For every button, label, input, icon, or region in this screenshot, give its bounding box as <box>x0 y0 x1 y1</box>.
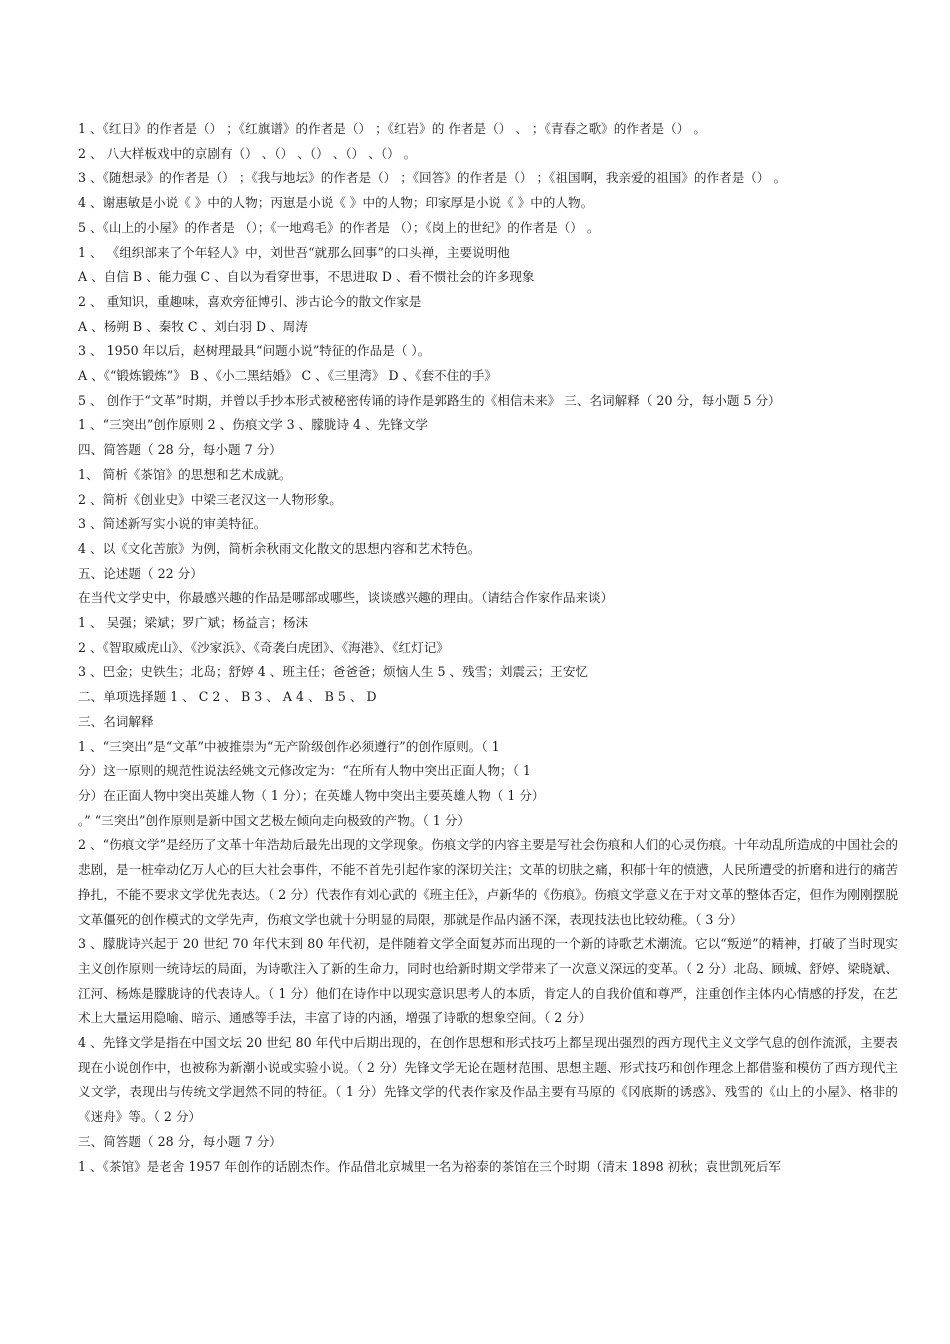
text-line: 1 、 《组织部来了个年轻人》中，刘世吾“就那么回事”的口头禅，主要说明他 <box>78 244 510 260</box>
text-line: 分）这一原则的规范性说法经姚文元修改定为：“在所有人物中突出正面人物；（ 1 <box>78 763 531 779</box>
text-line: 1 、 吴强；梁斌；罗广斌；杨益言；杨沫 <box>78 615 309 631</box>
text-line: 2 、 重知识，重趣味，喜欢旁征博引、涉古论今的散文作家是 <box>78 293 422 309</box>
text-line: 。” “三突出”创作原则是新中国文艺极左倾向走向极致的产物。（ 1 分） <box>78 812 470 828</box>
text-line: 在当代文学史中，你最感兴趣的作品是哪部或哪些，谈谈感兴趣的理由。（请结合作家作品来谈） <box>78 590 614 606</box>
text-line: 3 、简述新写实小说的审美特征。 <box>78 516 267 532</box>
document-body <box>78 117 898 1179</box>
text-line: 2 、 八大样板戏中的京剧有（） 、（） 、（） 、（） 、（） 。 <box>78 145 417 161</box>
text-line: 2 、简析《创业史》中梁三老汉这一人物形象。 <box>78 491 342 507</box>
text-line: 3 、《随想录》的作者是（） ；《我与地坛》的作者是（） ；《回答》的作者是（） ；《祖国啊，我亲爱的祖国》的作者是（） 。 <box>78 170 787 186</box>
text-line: 4 、谢惠敏是小说《 》中的人物；丙崽是小说《 》中的人物；印家厚是小说《 》中的人物。 <box>78 195 594 211</box>
paragraph: 2 、“伤痕文学”是经历了文革十年浩劫后最先出现的文学现象。伤痕文学的内容主要是写社会伤痕和人们的心灵伤痕。十年动乱所造成的中国社会的悲剧，是一桩牵动亿万人心的巨大社会事件，不能不首先引起作家的深切关注；文革的切肤之痛，积郁十年的愤懑，人民所遭受的折磨和进行的痛苦挣扎，不能不要求文学优先表达。（ 2 分）代表作有刘心武的《班主任》，卢新华的《伤痕》。伤痕文学意义在于对文革的整体否定，但作为刚刚摆脱文革僵死的创作模式的文学先声，伤痕文学也就十分明显的局限，那就是作品内涵不深，表现技法也比较幼稚。（ 3 分） <box>78 837 898 927</box>
text-line: 五、论述题（ 22 分） <box>78 565 203 581</box>
text-line: 四、简答题（ 28 分，每小题 7 分） <box>78 442 282 458</box>
text-line: 4 、以《文化苦旅》为例，简析余秋雨文化散文的思想内容和艺术特色。 <box>78 540 481 556</box>
text-line: 三、名词解释 <box>78 713 154 729</box>
text-line: 5 、《山上的小屋》的作者是 （）；《一地鸡毛》的作者是 （）；《岗上的世纪》的作者是（） 。 <box>78 219 600 235</box>
text-line: A 、《“锻炼锻炼”》 B 、《小二黑结婚》 C 、《三里湾》 D 、《套不住的手》 <box>78 368 498 384</box>
text-line: 二、单项选择题 1 、 C 2 、 B 3 、 A 4 、 B 5 、 D <box>78 689 377 705</box>
text-line: A 、自信 B 、能力强 C 、自以为看穿世事，不思进取 D 、看不惯社会的许多现象 <box>78 269 535 285</box>
text-line: 3 、巴金；史铁生；北岛；舒婷 4 、班主任；爸爸爸；烦恼人生 5 、残雪；刘震云；王安忆 <box>78 664 589 680</box>
text-line: A 、杨朔 B 、秦牧 C 、刘白羽 D 、周涛 <box>78 318 308 334</box>
text-line: 5 、 创作于“文革”时期，并曾以手抄本形式被秘密传诵的诗作是郭路生的《相信未来》 三、名词解释（ 20 分，每小题 5 分） <box>78 392 781 408</box>
text-line: 2 、《智取威虎山》、《沙家浜》、《奇袭白虎团》、《海港》、《红灯记》 <box>78 639 449 655</box>
paragraph: 4 、先锋文学是指在中国文坛 20 世纪 80 年代中后期出现的，在创作思想和形式技巧上都呈现出强烈的西方现代主义文学气息的创作流派，主要表现在小说创作中，也被称为新潮小说或实验小说。（ 2 分）先锋文学无论在题材范围、思想主题、形式技巧和创作理念上都借鉴和模仿了西方现代主义文学，表现出与传统文学迥然不同的特征。（ 1 分）先锋文学的代表作家及作品主要有马原的《冈底斯的诱惑》、残雪的《山上的小屋》、格非的《迷舟》等。（ 2 分） <box>78 1035 898 1125</box>
text-line: 1 、《红日》的作者是（） ；《红旗谱》的作者是（） ；《红岩》的 作者是（） 、 ；《青春之歌》的作者是（） 。 <box>78 121 706 136</box>
text-line: 分）在正面人物中突出英雄人物（ 1 分）；在英雄人物中突出主要英雄人物（ 1 分） <box>78 787 545 803</box>
text-line: 1 、“三突出”创作原则 2 、伤痕文学 3 、朦胧诗 4 、先锋文学 <box>78 417 429 433</box>
text-line: 1 、“三突出”是“文革”中被推崇为“无产阶级创作必须遵行”的创作原则。（ 1 <box>78 738 500 754</box>
text-line: 三、简答题（ 28 分，每小题 7 分） <box>78 1133 282 1149</box>
paragraph: 3 、朦胧诗兴起于 20 世纪 70 年代末到 80 年代初，是伴随着文学全面复苏而出现的一个新的诗歌艺术潮流。它以“叛逆”的精神，打破了当时现实主义创作原则一统诗坛的局面，为诗歌注入了新的生命力，同时也给新时期文学带来了一次意义深远的变革。（ 2 分）北岛、顾城、舒婷、梁晓斌、江河、杨炼是朦胧诗的代表诗人。（ 1 分）他们在诗作中以现实意识思考人的本质，肯定人的自我价值和尊严，注重创作主体内心情感的抒发，在艺术上大量运用隐喻、暗示、通感等手法，丰富了诗的内涵，增强了诗歌的想象空间。（ 2 分） <box>78 936 898 1026</box>
text-line: 3 、 1950 年以后，赵树理最具“问题小说”特征的作品是（ ）。 <box>78 343 431 359</box>
text-line: 1、 简析《茶馆》的思想和艺术成就。 <box>78 466 292 482</box>
text-line: 1 、《茶馆》是老舍 1957 年创作的话剧杰作。作品借北京城里一名为裕泰的茶馆在三个时期（清末 1898 初秋；袁世凯死后军 <box>78 1158 781 1174</box>
